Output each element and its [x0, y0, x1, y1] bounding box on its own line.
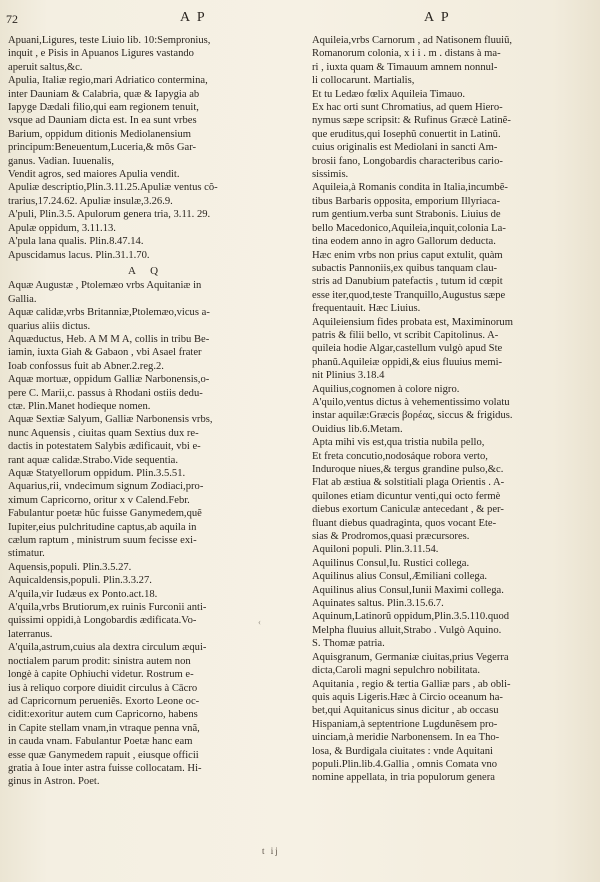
entry-line: Hæc enim vrbs non prius caput extulit, quàm [312, 249, 503, 261]
running-head [0, 10, 600, 30]
entry-line: Aquiloni populi. Plin.3.11.54. [312, 544, 439, 556]
dictionary-entry [312, 383, 588, 396]
entry-line: nomine appellata, in tria populorum genera [312, 772, 495, 784]
entry-line: Ex hac orti sunt Chromatius, ad quem Hiero- [312, 102, 503, 114]
entry-line: Aquileiensium fides probata est, Maximinorum [312, 316, 513, 328]
entry-line: A'puli, Plin.3.5. Apulorum genera tria, 3.11. 29. [8, 209, 211, 221]
entry-line: ximum Capricorno, oritur x v Calend.Febr. [8, 494, 190, 506]
dictionary-entry [8, 306, 284, 333]
entry-line: Melpha fluuius alluit,Strabo . Vulgò Aquino. [312, 624, 502, 636]
entry-line: nit Plinius 3.18.4 [312, 370, 385, 382]
entry-line: nymus sæpe scripsit: & Rufinus Græcè Latinẽ- [312, 115, 511, 127]
entry-line: ri , iuxta quam & Timauum amnem nonnul- [312, 61, 498, 73]
entry-line: uinciam,à meridie Narbonensem. In ea Tho- [312, 732, 500, 744]
dictionary-entry [312, 34, 588, 88]
entry-line: Aquilinus alius Consul,Iunii Maximi collega. [312, 584, 504, 596]
dictionary-entry [8, 373, 284, 413]
entry-line: Apta mihi vis est,qua tristia nubila pello, [312, 437, 485, 449]
entry-line: Aquisgranum, Germaniæ ciuitas,prius Vegerra [312, 651, 509, 663]
entry-line: Aquarius,rii, vndecimum signum Zodiaci,pro- [8, 481, 204, 493]
entry-line: Aquitania , regio & tertia Galliæ pars , ab obli- [312, 678, 511, 690]
dictionary-entry [8, 168, 284, 181]
entry-line: Fabulantur poetæ hũc fuisse Ganymedem,quẽ [8, 508, 202, 520]
entry-line: Barium, oppidum ditionis Mediolanensium [8, 128, 192, 140]
entry-line: in Capite stellam vnam,in vtraque penna vnã, [8, 722, 200, 734]
entry-line: phanũ.Aquileiæ oppidi,& eius fluuius memi- [312, 356, 503, 368]
entry-line: Et tu Ledæo fœlix Aquileia Timauo. [312, 88, 466, 100]
entry-line: Flat ab æstiua & solstitiali plaga Orientis . A- [312, 477, 505, 489]
entry-line: Aquæ calidæ,vrbs Britanniæ,Ptolemæo,vicus a- [8, 307, 210, 319]
dictionary-entry [312, 436, 588, 543]
entry-line: inter Dauniam & Calabria, quæ & Iapygia ab [8, 88, 200, 100]
entry-line: Iapyge Dædali filio,qui eam regionem tenuit, [8, 102, 199, 114]
dictionary-entry [8, 480, 284, 560]
entry-line: A'pula lana qualis. Plin.8.47.14. [8, 236, 144, 248]
entry-line: Ouidius lib.6.Metam. [312, 423, 403, 435]
entry-line: aperuit saltus,&c. [8, 61, 83, 73]
dictionary-entry [8, 34, 284, 74]
entry-line: Apuscidamus lacus. Plin.31.1.70. [8, 249, 150, 261]
entry-line: Aquæductus, Heb. A M M A, collis in tribu Be- [8, 333, 210, 345]
dictionary-entry [8, 413, 284, 467]
entry-line: A'quila,vir Iudæus ex Ponto.act.18. [8, 588, 158, 600]
entry-line: esse iter,quod,teste Tranquillo,Augustus sæpe [312, 289, 506, 301]
entry-line: gratia à Ioue inter astra fuisse collocatam. Hi- [8, 762, 202, 774]
entry-line: A'quila,astrum,cuius ala dextra circulum æqui- [8, 642, 207, 654]
entry-line: Aquilius,cognomen à colore nigro. [312, 383, 460, 395]
entry-line: cuius originalis est Mediolani in sancti Am- [312, 142, 498, 154]
entry-line: tibus Barbaris opposita, emporium Illyriaca- [312, 195, 500, 207]
entry-line: Aquileia,vrbs Carnorum , ad Natisonem fluuiũ, [312, 35, 513, 46]
entry-line: esse quæ Ganymedem rapuit , eiusque officii [8, 749, 199, 761]
entry-line: nunc Aquensis , ciuitas quam Sextius dux re- [8, 427, 199, 439]
dictionary-entry [312, 557, 588, 570]
dictionary-entry [312, 570, 588, 583]
dictionary-entry [8, 74, 284, 168]
dictionary-entry [8, 208, 284, 235]
dictionary-entry [312, 651, 588, 678]
entry-line: longè à capite Ophiuchi videtur. Rostrum e- [8, 669, 194, 681]
entry-line: vsque ad Dauniam dicta est. In ea sunt vrbes [8, 115, 197, 127]
entry-line: Apulia, Italiæ regio,mari Adriatico contermina, [8, 75, 208, 87]
running-head-left: A P [180, 10, 207, 25]
entry-line: instar aquilæ:Græcis βορέας, siccus & frigidus. [312, 410, 513, 422]
entry-line: dicta,Caroli magni sepulchro nobilitata. [312, 665, 480, 677]
dictionary-entry [312, 396, 588, 436]
entry-line: brosii fano, Longobardis characteribus cario- [312, 155, 503, 167]
entry-line: stris ad Danubium patefactis , tutum id cœpit [312, 276, 503, 288]
entry-line: quileia hodie Algar,castellum vulgò apud Ste [312, 343, 503, 355]
dictionary-entry [8, 467, 284, 480]
entry-line: principum:Beneuentum,Luceria,& mõs Gar- [8, 142, 197, 154]
dictionary-entry [312, 610, 588, 650]
entry-line: quilones etiam dicuntur venti,qui octo fermè [312, 490, 501, 502]
entry-line: bello Macedonico,Aquileia,inquit,colonia La- [312, 222, 506, 234]
entry-line: frequentauit. Hæc Liuius. [312, 303, 421, 315]
entry-line: ius à reliquo corpore diuidit circulus à Cācro [8, 682, 198, 694]
entry-line: inquit , e Pisis in Apuanos Ligures vastando [8, 48, 194, 60]
entry-line: que eruditus,qui Iosephũ conuertit in Latinũ. [312, 128, 501, 140]
entry-line: Apulæ oppidum, 3.11.13. [8, 222, 116, 234]
dictionary-entry [8, 279, 284, 306]
entry-line: Aquæ Sextiæ Salyum, Galliæ Narbonensis vrbs, [8, 414, 213, 426]
entry-line: diebus exortum Caniculæ antecedant , & per- [312, 504, 504, 516]
entry-line: iamin, iuxta Giah & Gabaon , vbi Asael frater [8, 347, 202, 359]
entry-line: noctialem parum prodit: sinistra autem non [8, 655, 191, 667]
entry-line: Aquicaldensis,populi. Plin.3.3.27. [8, 575, 152, 587]
entry-line: trarius,17.24.62. Apuliæ insulæ,3.26.9. [8, 195, 173, 207]
entry-line: A'quila,vrbs Brutiorum,ex ruinis Furconii anti- [8, 602, 207, 614]
entry-line: Romanorum colonia, x i i . m . distans à ma- [312, 48, 501, 60]
entry-line: rum gentium.verba sunt Strabonis. Liuius de [312, 209, 501, 221]
entry-line: ginus in Astron. Poet. [8, 776, 100, 788]
entry-line: quarius aliis dictus. [8, 320, 91, 332]
entry-line: tina eodem anno in agro Gallorum deducta. [312, 236, 496, 248]
entry-line: ganus. Vadian. Iuuenalis, [8, 155, 115, 167]
section-heading: A Q [127, 264, 165, 277]
entry-line: S. Thomæ patria. [312, 638, 385, 650]
dictionary-entry [312, 543, 588, 556]
dictionary-entry [312, 101, 588, 181]
entry-line: losa, & Burdigala ciuitates : vnde Aquitani [312, 745, 493, 757]
entry-line: Hispaniam,à septentrione Lugdunẽsem pro- [312, 718, 498, 730]
entry-line: bet,qui Aquitanicus sinus dicitur , ab occasu [312, 705, 499, 717]
entry-line: Aquileia,à Romanis condita in Italia,incumbẽ- [312, 182, 508, 194]
entry-line: Iupiter,eius pulchritudine captus,ab aquila in [8, 521, 197, 533]
entry-line: Vendit agros, sed maiores Apulia vendit. [8, 169, 180, 181]
entry-line: pere C. Marii,c. passus à Rhodani ostiis dedu- [8, 387, 203, 399]
entry-line: Apuliæ descriptio,Plin.3.11.25.Apuliæ ventus cõ- [8, 182, 218, 194]
entry-line: Aquilinus Consul,Iu. Rustici collega. [312, 557, 470, 569]
entry-line: patris & filii bello, vt scribit Capitolinus. A- [312, 329, 499, 341]
entry-line: Gallia. [8, 293, 37, 305]
entry-line: Aquinum,Latinorũ oppidum,Plin.3.5.110.quod [312, 611, 510, 623]
dictionary-entry [8, 574, 284, 587]
dictionary-entry [312, 597, 588, 610]
dictionary-entry [8, 641, 284, 788]
dictionary-entry [312, 88, 588, 101]
entry-line: Et freta concutio,nodosáque robora verto, [312, 450, 488, 462]
dictionary-entry [8, 235, 284, 248]
entry-line: ctæ. Plin.Manet hodieque nomen. [8, 400, 151, 412]
signature-mark: t ij [262, 846, 280, 856]
entry-line: Aquinates saltus. Plin.3.15.6.7. [312, 598, 444, 610]
entry-line: ad Capricornum perueniẽs. Exorto Leone oc- [8, 695, 200, 707]
entry-line: quissimi oppidi,à Longobardis ædificata.Vo- [8, 615, 197, 627]
dictionary-entry [312, 584, 588, 597]
entry-line: subactis Pannoniis,ex quibus tanquam clau- [312, 262, 498, 274]
page-number: 72 [6, 12, 18, 26]
entry-line: li collocarunt. Martialis, [312, 75, 415, 87]
entry-line: laterranus. [8, 628, 53, 640]
entry-line: populi.Plin.lib.4.Gallia , omnis Comata vno [312, 758, 498, 770]
entry-line: Aquensis,populi. Plin.3.5.27. [8, 561, 132, 573]
entry-line: cidit:exoritur autem cum Capricorno, habens [8, 709, 198, 721]
dictionary-entry [312, 678, 588, 785]
entry-line: cælum raptum , ministrum suum fecisse exi- [8, 535, 197, 547]
entry-line: Induroque niues,& tergus grandine pulso,&c. [312, 464, 504, 475]
dictionary-entry [8, 561, 284, 574]
entry-line: stimatur. [8, 548, 45, 560]
dictionary-entry [8, 181, 284, 208]
right-column [312, 34, 588, 785]
dictionary-entry [8, 333, 284, 373]
dictionary-entry [8, 588, 284, 601]
dictionary-entry [312, 316, 588, 383]
entry-line: Apuani,Ligures, teste Liuio lib. 10:Sempronius, [8, 35, 211, 46]
entry-line: in cauda vnam. Fabulantur Poetæ hanc eam [8, 736, 193, 748]
running-head-right: A P [424, 10, 451, 25]
entry-line: dactis in potestatem Salybis ædificauit, vbi e- [8, 441, 201, 453]
left-column [8, 34, 284, 789]
entry-line: Aquilinus alius Consul,Æmiliani collega. [312, 571, 488, 583]
dictionary-entry [8, 601, 284, 641]
entry-line: rant aquæ calidæ.Strabo.Vide sequentia. [8, 454, 178, 466]
entry-line: sias & Prodromos,quasi præcursores. [312, 531, 470, 543]
gutter-mark: ‹ [258, 617, 261, 627]
entry-line: Aquæ Statyellorum oppidum. Plin.3.5.51. [8, 468, 186, 479]
entry-line: sissimis. [312, 169, 349, 181]
entry-line: fluant diebus quadraginta, quos vocant Ete- [312, 517, 497, 529]
entry-line: quis aquis Ligeris.Hæc à Circio oceanum ha- [312, 691, 503, 703]
dictionary-entry [312, 181, 588, 315]
entry-line: A'quilo,ventus dictus à vehementissimo volatu [312, 396, 510, 408]
entry-line: Ioab confossus fuit ab Abner.2.reg.2. [8, 360, 164, 372]
entry-line: Aquæ Augustæ , Ptolemæo vrbs Aquitaniæ in [8, 280, 202, 292]
entry-line: Aquæ mortuæ, oppidum Galliæ Narbonensis,o- [8, 374, 210, 386]
dictionary-entry [8, 249, 284, 262]
